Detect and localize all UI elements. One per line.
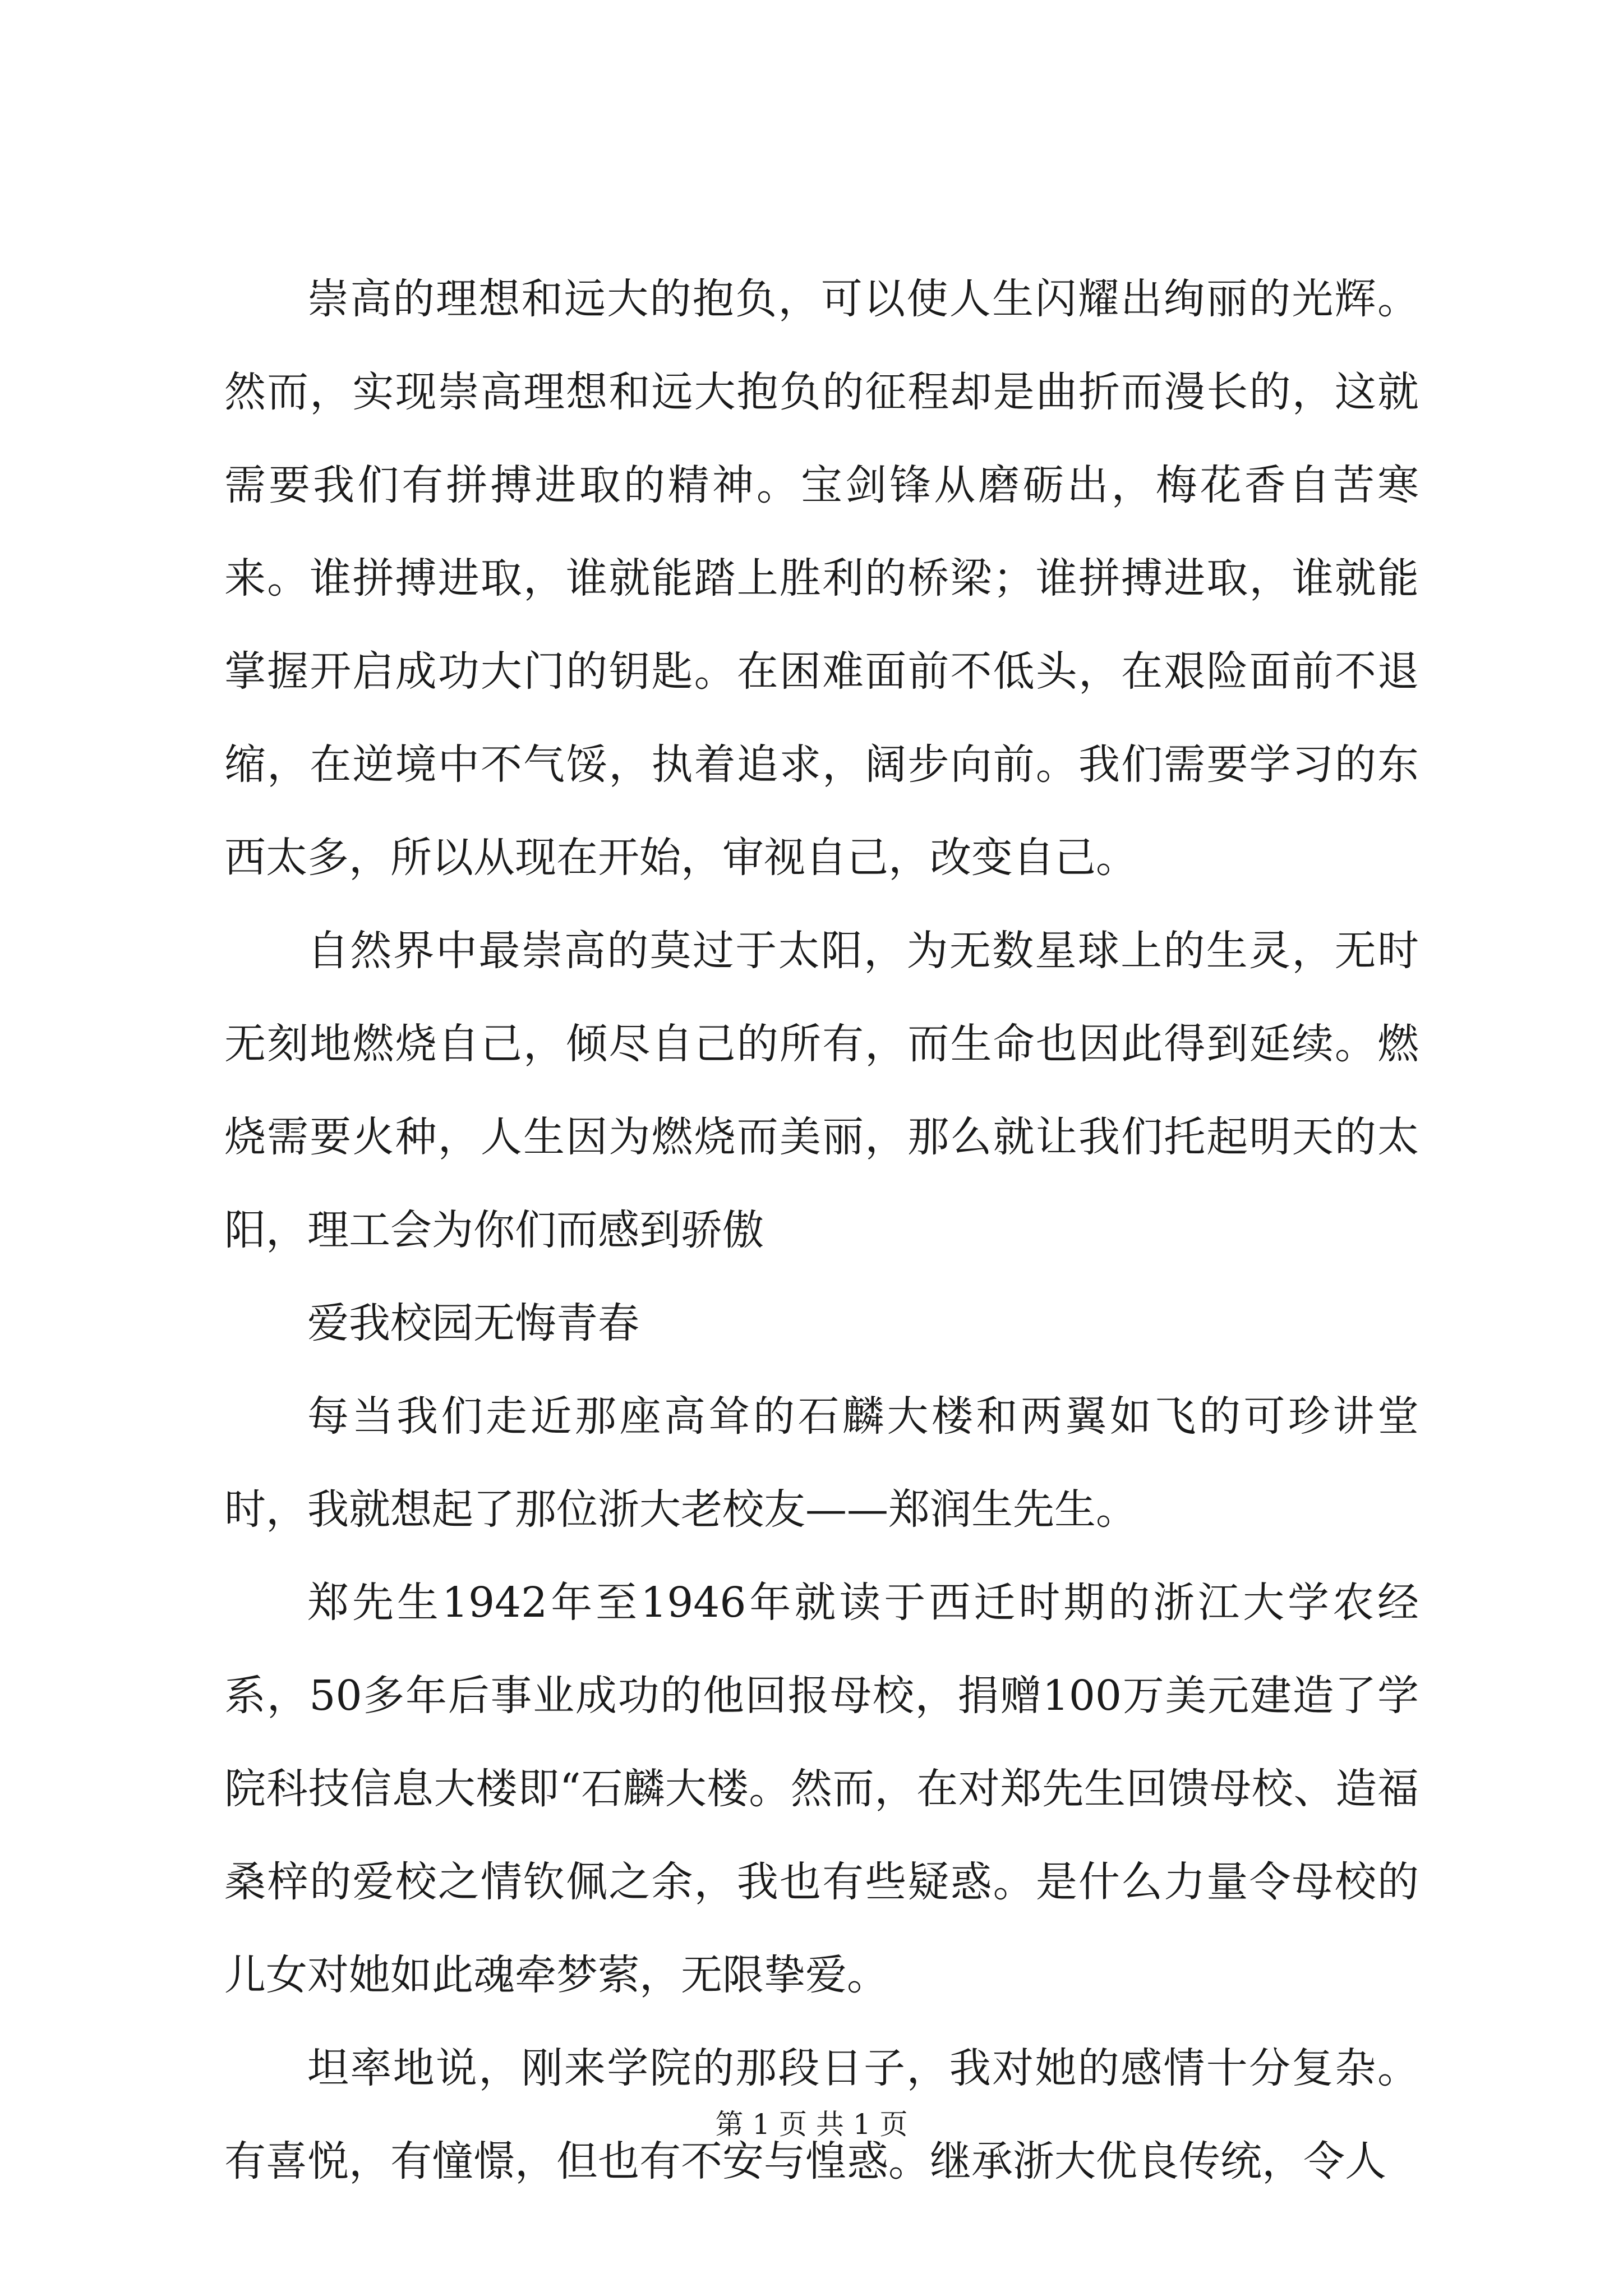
section-title: 爱我校园无悔青春 xyxy=(307,1299,639,1347)
paragraph-donation: 郑先生1942年至1946年就读于西迁时期的浙江大学农经系，50多年后事业成功的他回报母校，捐赠100万美元建造了学院科技信息大楼即“石麟大楼。然而，在对郑先生回馈母校、造福桑梓的爱校之情钦佩之余，我也有些疑惑。是什么力量令母校的儿女对她如此魂牵梦萦，无限挚爱。 xyxy=(224,1579,1419,1999)
document-body xyxy=(224,252,1419,2208)
paragraph-feelings: 坦率地说，刚来学院的那段日子，我对她的感情十分复杂。有喜悦，有憧憬，但也有不安与惶惑。继承浙大优良传统，令人 xyxy=(224,2044,1419,2185)
paragraph-sun: 自然界中最崇高的莫过于太阳，为无数星球上的生灵，无时无刻地燃烧自己，倾尽自己的所有，而生命也因此得到延续。燃烧需要火种，人生因为燃烧而美丽，那么就让我们托起明天的太阳，理工会为你们而感到骄傲 xyxy=(224,927,1419,1254)
paragraph-ideals: 崇高的理想和远大的抱负，可以使人生闪耀出绚丽的光辉。然而，实现崇高理想和远大抱负的征程却是曲折而漫长的，这就需要我们有拼搏进取的精神。宝剑锋从磨砺出，梅花香自苦寒来。谁拼搏进取，谁就能踏上胜利的桥梁；谁拼搏进取，谁就能掌握开启成功大门的钥匙。在困难面前不低头，在艰险面前不退缩，在逆境中不气馁，执着追求，阔步向前。我们需要学习的东西太多，所以从现在开始，审视自己，改变自己。 xyxy=(224,275,1419,882)
page-number-footer: 第 1 页 共 1 页 xyxy=(715,2108,908,2141)
paragraph-building: 每当我们走近那座高耸的石麟大楼和两翼如飞的可珍讲堂时，我就想起了那位浙大老校友——郑润生先生。 xyxy=(224,1392,1419,1534)
